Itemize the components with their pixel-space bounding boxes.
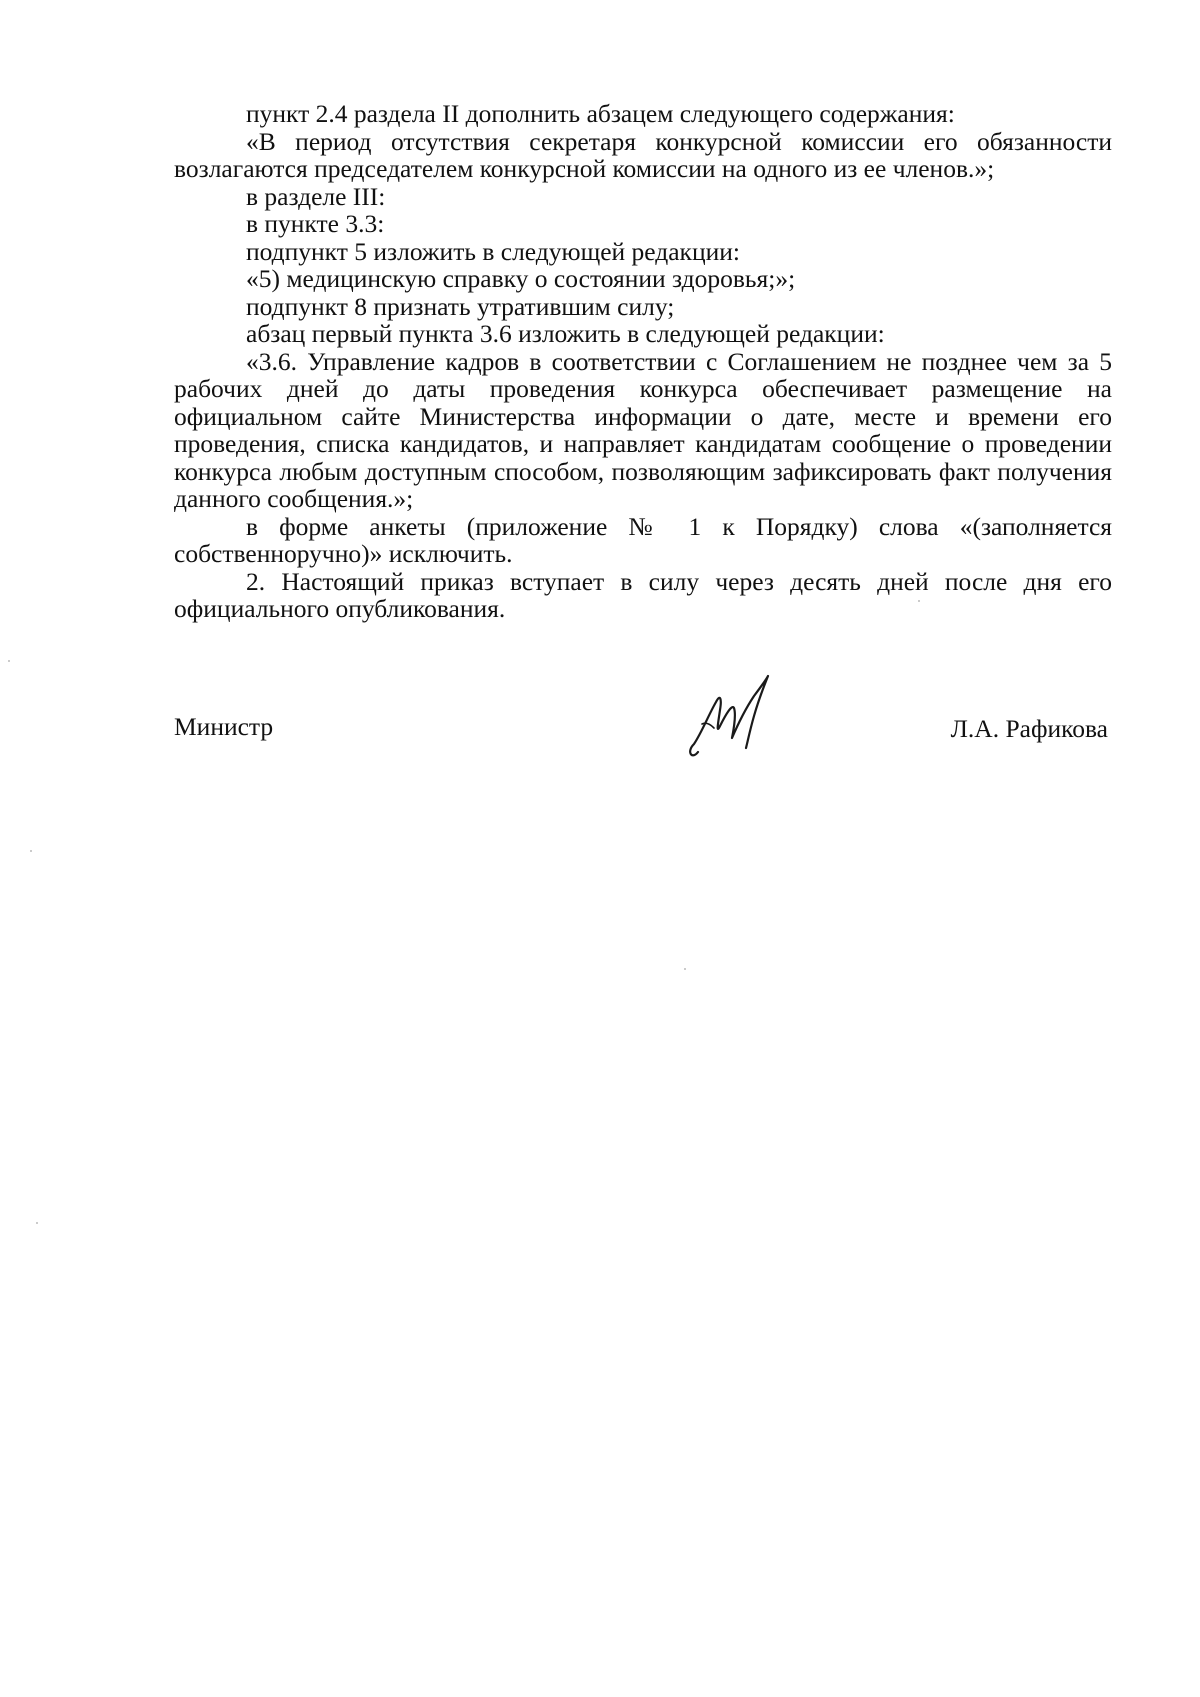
handwritten-signature-icon (684, 668, 784, 768)
paragraph-2: «В период отсутствия секретаря конкурсной комиссии его обязанности возлагаются председателем конкурсной комиссии на одного из ее членов.»; (174, 126, 1112, 183)
paragraph-6: «5) медицинскую справку о состоянии здоровья;»; (246, 264, 796, 293)
paragraph-10: в форме анкеты (приложение № 1 к Порядку) слова «(заполняется собственноручно)» исключить. (174, 511, 1112, 568)
paragraph-9: «3.6. Управление кадров в соответствии с Соглашением не позднее чем за 5 рабочих дней до даты проведения конкурса обеспечивает размещение на официальном сайте Министерства информации о дате, месте и времени его проведения, списка кандидатов, и направляет кандидатам сообщение о проведении конкурса любым доступным способом, позволяющим зафиксировать факт получения данного сообщения.»; (174, 346, 1112, 513)
paragraph-4: в пункте 3.3: (246, 209, 385, 238)
paragraph-5: подпункт 5 изложить в следующей редакции: (246, 236, 740, 266)
signatory-name: Л.А. Рафикова (950, 714, 1108, 743)
scan-speck (36, 1222, 38, 1224)
scan-speck (30, 850, 32, 852)
signatory-title: Министр (174, 712, 274, 741)
paragraph-3: в разделе III: (246, 181, 386, 211)
scan-speck (8, 660, 10, 662)
signature-block (174, 700, 1112, 800)
paragraph-7: подпункт 8 признать утратившим силу; (246, 291, 675, 321)
paragraph-11: 2. Настоящий приказ вступает в силу через десять дней после дня его официального опубликования. (174, 566, 1112, 623)
document-body (174, 100, 1112, 623)
paragraph-1: пункт 2.4 раздела II дополнить абзацем следующего содержания: (246, 99, 955, 128)
paragraph-8: абзац первый пункта 3.6 изложить в следующей редакции: (246, 319, 885, 348)
scan-speck (684, 968, 686, 970)
scan-speck (918, 600, 920, 602)
